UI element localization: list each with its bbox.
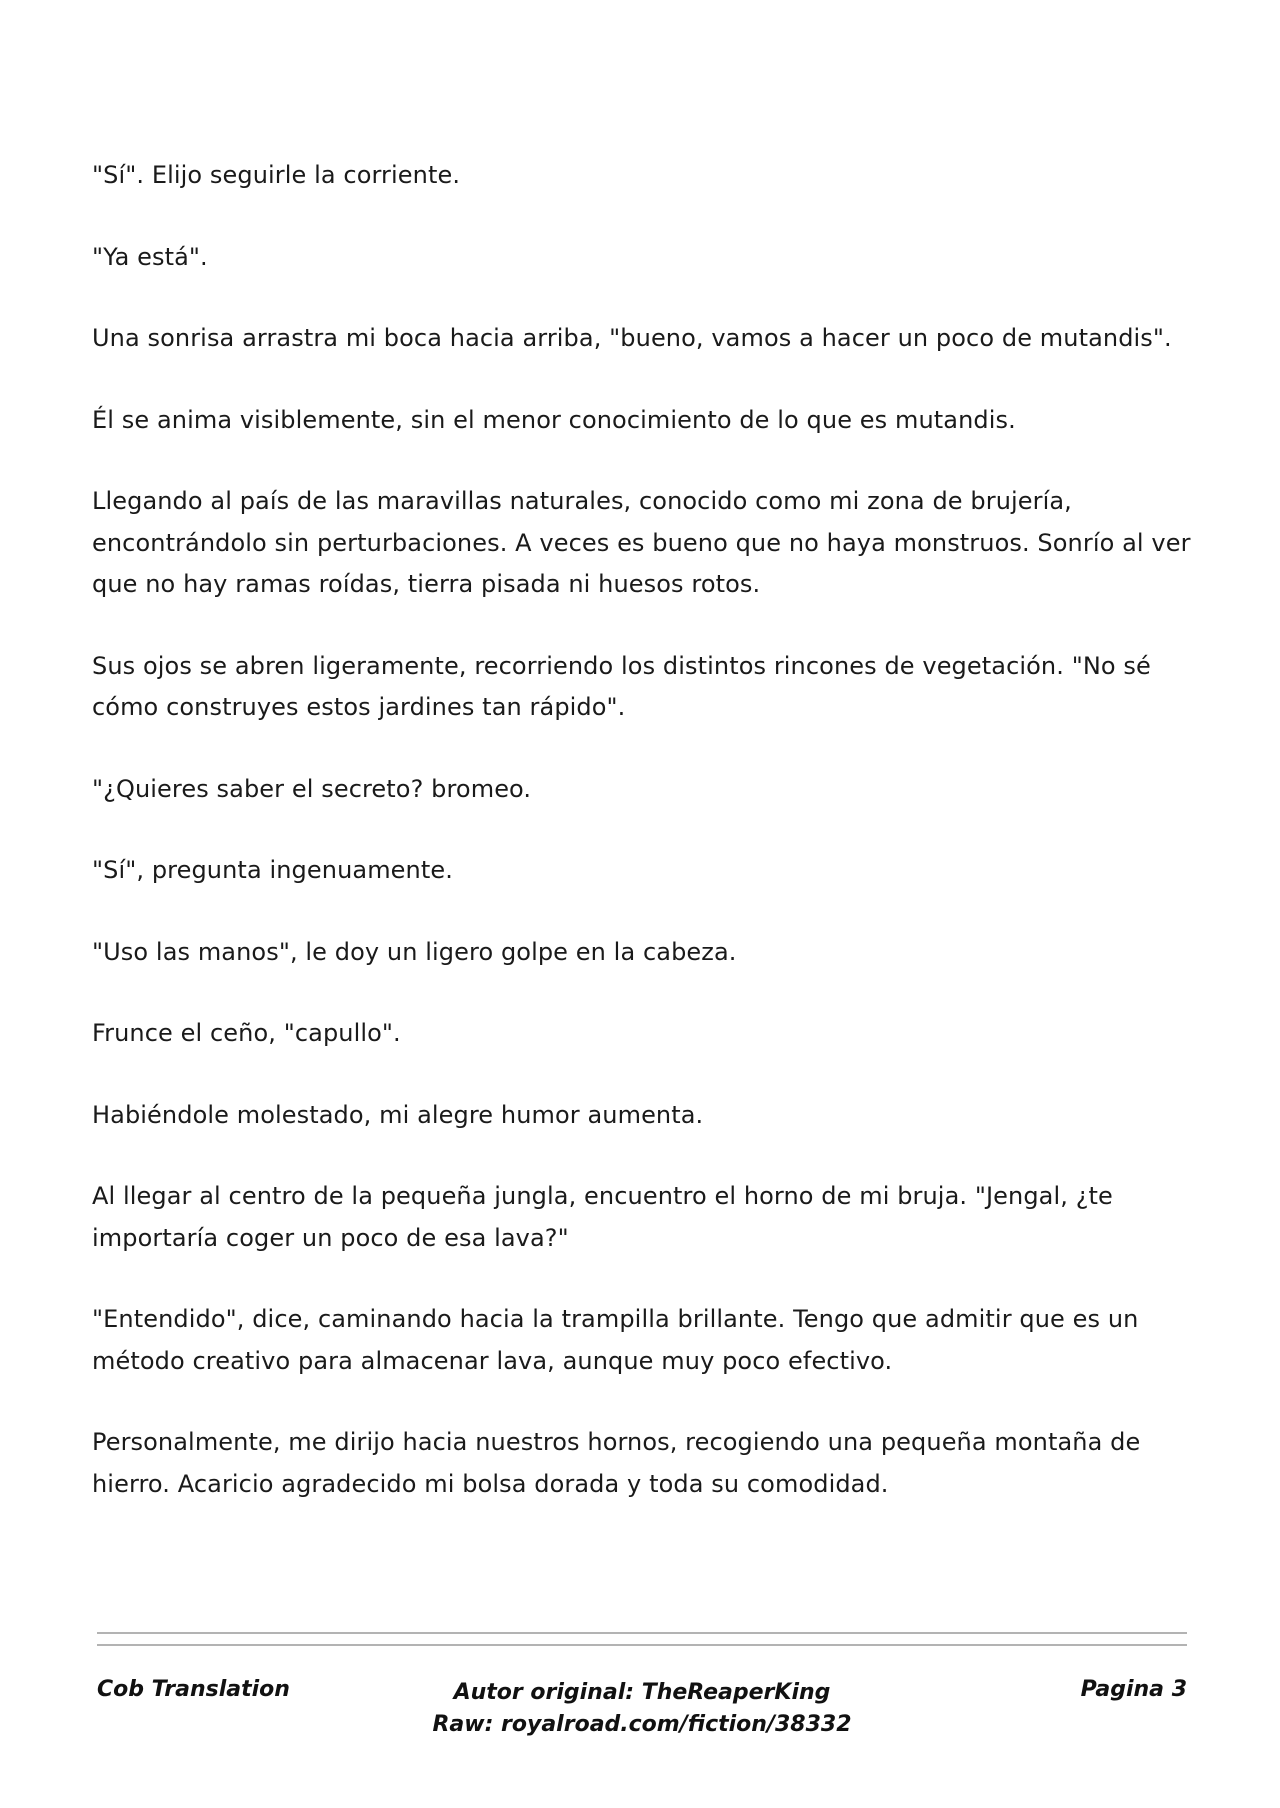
footer-translator: Cob Translation (97, 1677, 290, 1702)
paragraph: "Sí", pregunta ingenuamente. (92, 856, 453, 884)
paragraph: "¿Quieres saber el secreto? bromeo. (92, 774, 532, 803)
paragraph: "Uso las manos", le doy un ligero golpe en la cabeza. (92, 937, 737, 966)
paragraph: Personalmente, me dirijo hacia nuestros hornos, recogiendo una pequeña montaña de hierro. Acaricio agradecido mi bolsa dorada y toda su comodidad. (92, 1428, 1141, 1498)
paragraph: Sus ojos se abren ligeramente, recorriendo los distintos rincones de vegetación. "No sé cómo construyes estos jardines tan rápido". (92, 651, 1151, 721)
paragraph: Habiéndole molestado, mi alegre humor aumenta. (92, 1100, 704, 1129)
footer-divider (97, 1632, 1187, 1634)
footer-raw-source: Raw: royalroad.com/fiction/38332 (432, 1712, 852, 1737)
paragraph: Frunce el ceño, "capullo". (92, 1019, 401, 1047)
paragraph: Al llegar al centro de la pequeña jungla, encuentro el horno de mi bruja. "Jengal, ¿te importaría coger un poco de esa lava?" (92, 1182, 1113, 1252)
paragraph: Llegando al país de las maravillas naturales, conocido como mi zona de brujería, encontrándolo sin perturbaciones. A veces es bueno que no haya monstruos. Sonrío al ver que no hay ramas roídas, tierra pisada ni huesos rotos. (92, 487, 1191, 598)
paragraph: Una sonrisa arrastra mi boca hacia arriba, "bueno, vamos a hacer un poco de mutandis". (92, 324, 1172, 352)
body-text (92, 155, 1202, 1545)
page-number: Pagina 3 (1080, 1677, 1187, 1702)
paragraph: Él se anima visiblemente, sin el menor conocimiento de lo que es mutandis. (92, 405, 1016, 434)
footer-author: Autor original: TheReaperKing (453, 1680, 831, 1705)
paragraph: "Sí". Elijo seguirle la corriente. (92, 161, 461, 189)
paragraph: "Ya está". (92, 242, 208, 271)
footer-credits (397, 1677, 887, 1741)
footer-divider (97, 1644, 1187, 1646)
page-footer (97, 1675, 1187, 1755)
paragraph: "Entendido", dice, caminando hacia la trampilla brillante. Tengo que admitir que es un método creativo para almacenar lava, aunque muy poco efectivo. (92, 1305, 1139, 1375)
